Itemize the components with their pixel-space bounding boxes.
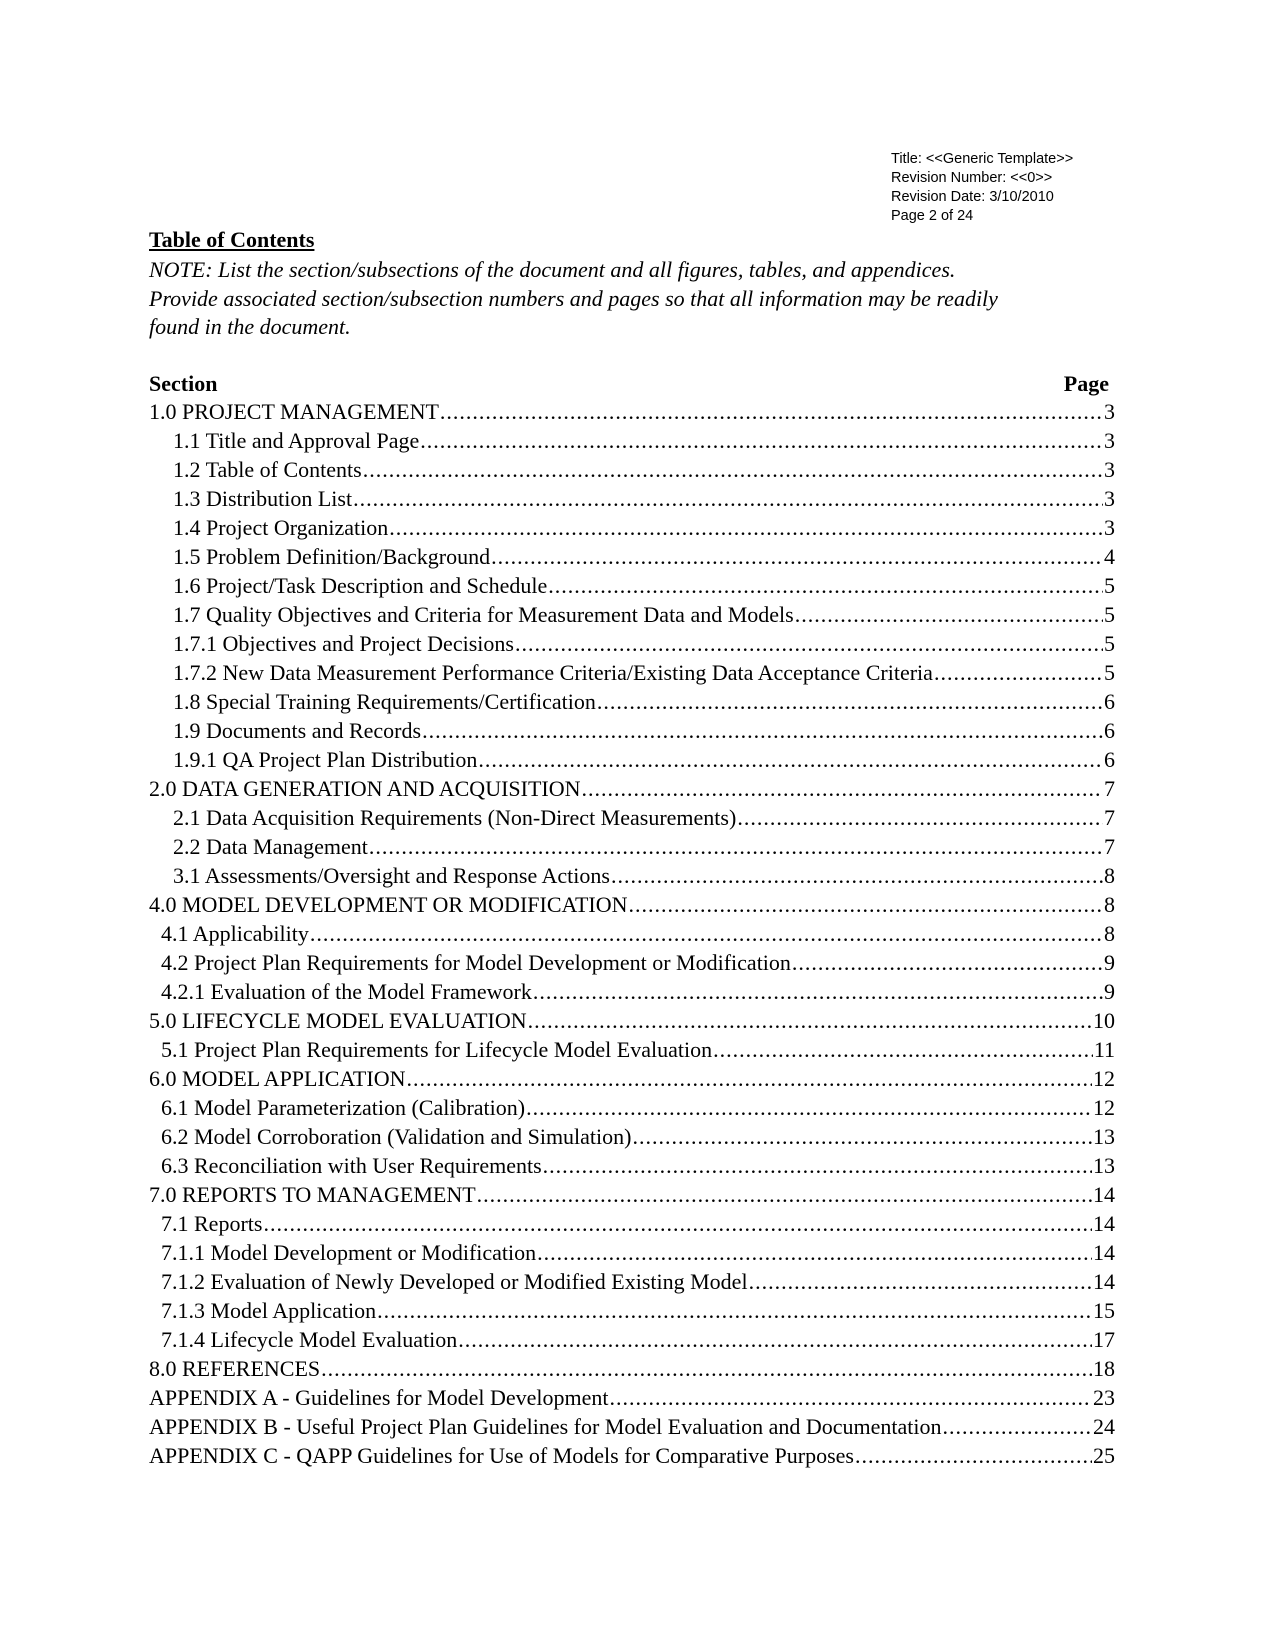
dot-leader [629,890,1104,919]
dot-leader [713,1035,1093,1064]
toc-entry-label: 1.4 Project Organization [173,515,389,540]
page-column-header: Page [1063,371,1109,396]
toc-entry-page: 12 [1093,1066,1115,1091]
toc-entry-label: 7.1 Reports [161,1211,263,1236]
section-column-header: Section [149,371,218,396]
toc-entry[interactable] [149,1006,1115,1035]
toc-entry-page: 17 [1093,1327,1115,1352]
dot-leader [597,687,1103,716]
toc-entry-page: 3 [1104,486,1115,511]
toc-entry[interactable] [149,1035,1115,1064]
toc-entry-label: APPENDIX C - QAPP Guidelines for Use of Models for Comparative Purposes [149,1443,854,1468]
toc-entry[interactable] [149,890,1115,919]
dot-leader [422,716,1103,745]
toc-entry-label: 3.1 Assessments/Oversight and Response Actions [173,863,610,888]
toc-entry-page: 15 [1093,1298,1115,1323]
header-page-number: Page 2 of 24 [891,208,974,224]
dot-leader [548,571,1103,600]
dot-leader [537,1238,1092,1267]
toc-entry-page: 14 [1093,1211,1115,1236]
toc-entry[interactable] [149,1412,1115,1441]
header-revision-date: Revision Date: 3/10/2010 [891,189,1054,205]
toc-entry-label: 7.0 REPORTS TO MANAGEMENT [149,1182,476,1207]
note-line: Provide associated section/subsection numbers and pages so that all information may be readily [149,285,998,311]
dot-leader [792,948,1103,977]
toc-entry-page: 13 [1093,1153,1115,1178]
toc-entry-page: 8 [1104,921,1115,946]
toc-entry[interactable] [149,1238,1115,1267]
toc-entry-page: 10 [1093,1008,1115,1033]
toc-entry-page: 9 [1104,979,1115,1004]
dot-leader [440,397,1103,426]
toc-entry-page: 7 [1104,834,1115,859]
dot-leader [478,745,1103,774]
toc-entry-page: 6 [1104,718,1115,743]
dot-leader [406,1064,1092,1093]
toc-entry-page: 4 [1104,544,1115,569]
toc-entry-label: 2.2 Data Management [173,834,368,859]
toc-entry-page: 5 [1104,602,1115,627]
toc-entry-page: 18 [1093,1356,1115,1381]
toc-entry-label: 7.1.1 Model Development or Modification [161,1240,537,1265]
toc-entry-page: 25 [1093,1443,1115,1468]
toc-entry-label: 4.2 Project Plan Requirements for Model Development or Modification [161,950,791,975]
toc-entry-label: 2.0 DATA GENERATION AND ACQUISITION [149,776,581,801]
toc-entry-label: 5.0 LIFECYCLE MODEL EVALUATION [149,1008,527,1033]
dot-leader [737,803,1103,832]
toc-entry-label: 6.3 Reconciliation with User Requirements [161,1153,542,1178]
toc-entry-label: 6.1 Model Parameterization (Calibration) [161,1095,526,1120]
dot-leader [310,919,1103,948]
toc-entry[interactable] [149,948,1115,977]
dot-leader [942,1412,1092,1441]
toc-entry-label: 1.8 Special Training Requirements/Certification [173,689,596,714]
toc-entry-label: 1.1 Title and Approval Page [173,428,420,453]
toc-entry[interactable] [149,658,1115,687]
toc-entry-page: 5 [1104,660,1115,685]
toc-entry[interactable] [149,1354,1115,1383]
toc-entry[interactable] [149,542,1115,571]
dot-leader [582,774,1103,803]
toc-entry-label: 2.1 Data Acquisition Requirements (Non-Direct Measurements) [173,805,737,830]
toc-entry[interactable] [149,1325,1115,1354]
toc-entry[interactable] [149,977,1115,1006]
toc-entry-label: APPENDIX B - Useful Project Plan Guidelines for Model Evaluation and Documentation [149,1414,942,1439]
toc-entry-page: 14 [1093,1240,1115,1265]
toc-entry-page: 14 [1093,1182,1115,1207]
dot-leader [526,1093,1092,1122]
toc-entry[interactable] [149,1064,1115,1093]
toc-entry-label: 1.7.2 New Data Measurement Performance Criteria/Existing Data Acceptance Criteria [173,660,933,685]
toc-entry[interactable] [149,397,1115,426]
dot-leader [363,455,1103,484]
toc-entry-label: 1.6 Project/Task Description and Schedule [173,573,548,598]
toc-entry-page: 3 [1104,428,1115,453]
toc-entry-page: 12 [1093,1095,1115,1120]
dot-leader [533,977,1103,1006]
toc-entry-page: 13 [1093,1124,1115,1149]
toc-entry-label: 7.1.3 Model Application [161,1298,377,1323]
toc-entry[interactable] [149,1180,1115,1209]
toc-entry-label: 1.0 PROJECT MANAGEMENT [149,399,439,424]
toc-entry-page: 7 [1104,776,1115,801]
toc-entry-label: 6.2 Model Corroboration (Validation and Simulation) [161,1124,632,1149]
toc-entry-label: 1.7.1 Objectives and Project Decisions [173,631,514,656]
toc-entry-label: 1.5 Problem Definition/Background [173,544,491,569]
toc-entry-label: 6.0 MODEL APPLICATION [149,1066,406,1091]
toc-entry-label: 1.9.1 QA Project Plan Distribution [173,747,478,772]
header-revision-number: Revision Number: <<0>> [891,170,1053,186]
toc-entry-page: 8 [1104,892,1115,917]
dot-leader [477,1180,1092,1209]
toc-entry[interactable] [149,774,1115,803]
toc-entry-label: 1.3 Distribution List [173,486,353,511]
dot-leader [611,861,1103,890]
note-line: found in the document. [149,314,351,339]
dot-leader [458,1325,1092,1354]
toc-entry[interactable] [149,1209,1115,1238]
toc-entry-page: 11 [1093,1037,1115,1062]
dot-leader [263,1209,1092,1238]
toc-entry[interactable] [149,1441,1115,1470]
toc-entry-page: 6 [1104,747,1115,772]
dot-leader [321,1354,1092,1383]
toc-entry-label: 1.9 Documents and Records [173,718,422,743]
note-line: NOTE: List the section/subsections of the document and all figures, tables, and appendices. [149,257,956,282]
toc-entry-page: 9 [1104,950,1115,975]
toc-entry[interactable] [149,861,1115,890]
toc-entry-label: 7.1.4 Lifecycle Model Evaluation [161,1327,458,1352]
toc-entry-label: 8.0 REFERENCES [149,1356,321,1381]
toc-entry[interactable] [149,455,1115,484]
dot-leader [543,1151,1092,1180]
toc-entry-page: 14 [1093,1269,1115,1294]
toc-entry[interactable] [149,832,1115,861]
toc-entry[interactable] [149,629,1115,658]
toc-entry-page: 5 [1104,631,1115,656]
dot-leader [934,658,1103,687]
toc-entry[interactable] [149,484,1115,513]
dot-leader [353,484,1103,513]
toc-entry-label: 1.7 Quality Objectives and Criteria for Measurement Data and Models [173,602,794,627]
dot-leader [369,832,1103,861]
dot-leader [491,542,1103,571]
toc-entry-label: 4.0 MODEL DEVELOPMENT OR MODIFICATION [149,892,628,917]
toc-entry[interactable] [149,687,1115,716]
toc-entry-page: 5 [1104,573,1115,598]
toc-entry[interactable] [149,571,1115,600]
toc-entry[interactable] [149,716,1115,745]
header-title: Title: <<Generic Template>> [891,151,1074,167]
toc-entry[interactable] [149,1296,1115,1325]
toc-entry-page: 3 [1104,457,1115,482]
toc-entry-label: 4.1 Applicability [161,921,309,946]
toc-entry-page: 3 [1104,399,1115,424]
dot-leader [377,1296,1092,1325]
toc-entry-label: APPENDIX A - Guidelines for Model Development [149,1385,609,1410]
dot-leader [795,600,1103,629]
toc-entry-label: 5.1 Project Plan Requirements for Lifecycle Model Evaluation [161,1037,713,1062]
toc-entry-page: 7 [1104,805,1115,830]
toc-entry-page: 6 [1104,689,1115,714]
toc-entry-page: 8 [1104,863,1115,888]
toc-entry-label: 1.2 Table of Contents [173,457,362,482]
dot-leader [610,1383,1093,1412]
toc-note [149,256,1129,342]
toc-title: Table of Contents [149,227,315,252]
toc-entry-label: 7.1.2 Evaluation of Newly Developed or Modified Existing Model [161,1269,748,1294]
toc-entry[interactable] [149,919,1115,948]
dot-leader [633,1122,1093,1151]
toc-entry[interactable] [149,803,1115,832]
toc-entry[interactable] [149,1093,1115,1122]
dot-leader [515,629,1103,658]
toc-entry[interactable] [149,426,1115,455]
toc-entry-page: 24 [1093,1414,1115,1439]
toc-entry[interactable] [149,1122,1115,1151]
toc-entry[interactable] [149,600,1115,629]
toc-entry[interactable] [149,1267,1115,1296]
document-header [891,150,1073,226]
toc-entry[interactable] [149,1383,1115,1412]
toc-entry[interactable] [149,1151,1115,1180]
dot-leader [528,1006,1092,1035]
toc-entry-page: 23 [1093,1385,1115,1410]
toc-entry[interactable] [149,513,1115,542]
toc-entry-label: 4.2.1 Evaluation of the Model Framework [161,979,532,1004]
toc-entry-page: 3 [1104,515,1115,540]
dot-leader [749,1267,1092,1296]
toc-entry[interactable] [149,745,1115,774]
dot-leader [389,513,1103,542]
dot-leader [420,426,1103,455]
dot-leader [855,1441,1092,1470]
toc-list [149,397,1115,1470]
